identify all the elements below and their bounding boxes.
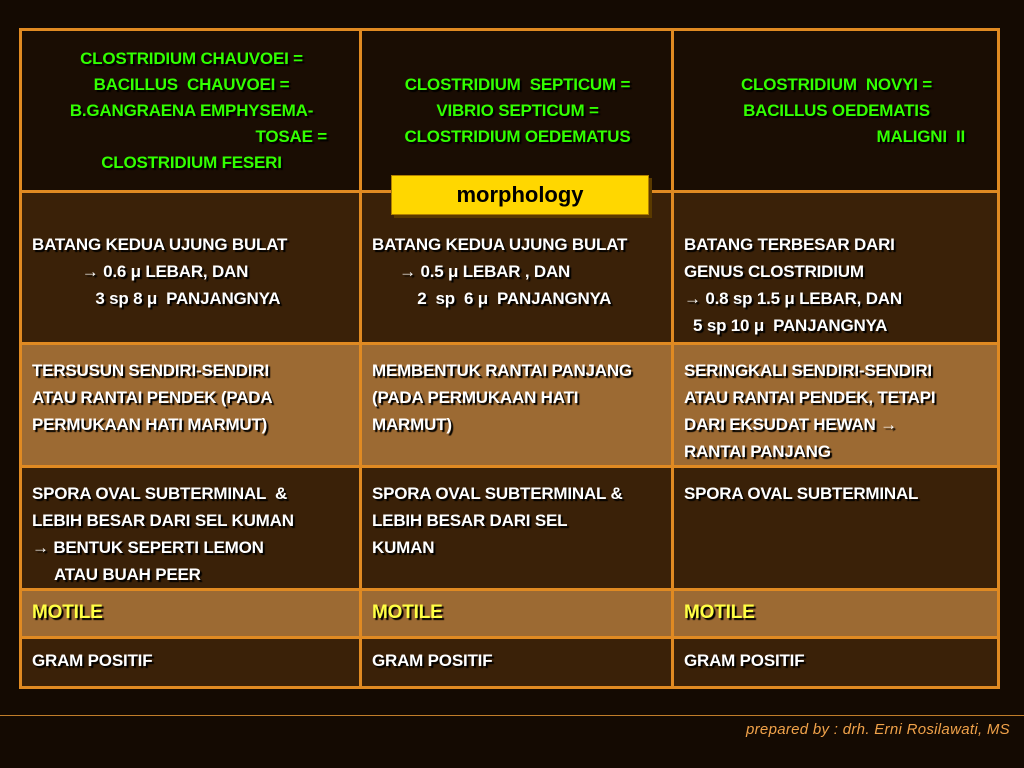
morphology-label: morphology xyxy=(391,175,649,215)
table-cell xyxy=(673,638,999,688)
cell-line: SPORA OVAL SUBTERMINAL & xyxy=(372,484,623,503)
table-cell xyxy=(673,590,999,638)
cell-line: ATAU RANTAI PENDEK (PADA xyxy=(32,388,273,407)
table-cell xyxy=(673,467,999,590)
cell-line: PERMUKAAN HATI MARMUT) xyxy=(32,415,268,434)
table-cell xyxy=(21,590,361,638)
table-cell xyxy=(21,192,361,344)
cell-line: SPORA OVAL SUBTERMINAL xyxy=(684,484,919,503)
cell-line: GENUS CLOSTRIDIUM xyxy=(684,262,864,281)
table-cell xyxy=(361,590,673,638)
arrangement-row xyxy=(21,344,999,467)
species-header-row xyxy=(21,30,999,192)
header-line: CLOSTRIDIUM OEDEMATUS xyxy=(404,126,631,146)
cell-line: SERINGKALI SENDIRI-SENDIRI xyxy=(684,361,932,380)
cell-line: 2 sp 6 μ PANJANGNYA xyxy=(372,289,612,308)
cell-line: TERSUSUN SENDIRI-SENDIRI xyxy=(32,361,270,380)
cell-line: ATAU BUAH PEER xyxy=(32,565,201,584)
header-line: CLOSTRIDIUM NOVYI = xyxy=(740,74,933,94)
footer-credit: prepared by : drh. Erni Rosilawati, MS xyxy=(745,721,1010,738)
cell-line: 5 sp 10 μ PANJANGNYA xyxy=(684,316,888,335)
bacteria-comparison-table xyxy=(19,28,1000,689)
cell-line: MOTILE xyxy=(684,602,755,623)
cell-line: DARI EKSUDAT HEWAN → xyxy=(684,415,897,434)
cell-line: MOTILE xyxy=(372,602,443,623)
header-line: B.GANGRAENA EMPHYSEMA- xyxy=(69,100,314,120)
cell-line: → 0.6 μ LEBAR, DAN xyxy=(32,262,249,281)
cell-line: BATANG KEDUA UJUNG BULAT xyxy=(372,235,628,254)
cell-line: (PADA PERMUKAAN HATI xyxy=(372,388,579,407)
cell-line: MARMUT) xyxy=(372,415,452,434)
header-line: CLOSTRIDIUM FESERI xyxy=(101,152,282,172)
cell-line: MOTILE xyxy=(32,602,103,623)
cell-line: SPORA OVAL SUBTERMINAL & xyxy=(32,484,288,503)
cell-line: BATANG TERBESAR DARI xyxy=(684,235,895,254)
header-cell-chauvoei xyxy=(21,30,361,192)
header-line: VIBRIO SEPTICUM = xyxy=(436,100,599,120)
table-cell xyxy=(361,344,673,467)
cell-line: MEMBENTUK RANTAI PANJANG xyxy=(372,361,632,380)
table-cell xyxy=(361,467,673,590)
header-cell-septicum xyxy=(361,30,673,192)
cell-line: KUMAN xyxy=(372,538,435,557)
header-line: BACILLUS OEDEMATIS xyxy=(743,100,930,120)
header-line: TOSAE = xyxy=(255,126,327,146)
cell-line: GRAM POSITIF xyxy=(32,651,153,670)
cell-line: GRAM POSITIF xyxy=(684,651,805,670)
cell-line: GRAM POSITIF xyxy=(372,651,493,670)
cell-line: → 0.5 μ LEBAR , DAN xyxy=(372,262,571,281)
header-line: BACILLUS CHAUVOEI = xyxy=(93,74,290,94)
header-line: CLOSTRIDIUM CHAUVOEI = xyxy=(80,48,303,68)
cell-line: ATAU RANTAI PENDEK, TETAPI xyxy=(684,388,936,407)
table-cell xyxy=(21,467,361,590)
table-cell xyxy=(21,638,361,688)
gram-stain-row xyxy=(21,638,999,688)
header-line: MALIGNI II xyxy=(876,126,965,146)
motility-row xyxy=(21,590,999,638)
cell-line: RANTAI PANJANG xyxy=(684,442,831,461)
table-cell xyxy=(673,344,999,467)
cell-line: LEBIH BESAR DARI SEL KUMAN xyxy=(32,511,294,530)
header-line: CLOSTRIDIUM SEPTICUM = xyxy=(404,74,631,94)
spore-row xyxy=(21,467,999,590)
cell-line: → 0.8 sp 1.5 μ LEBAR, DAN xyxy=(684,289,902,308)
cell-line: LEBIH BESAR DARI SEL xyxy=(372,511,568,530)
header-cell-novyi xyxy=(673,30,999,192)
cell-line: → BENTUK SEPERTI LEMON xyxy=(32,538,264,557)
table-cell xyxy=(361,638,673,688)
table-cell xyxy=(673,192,999,344)
footer-divider xyxy=(0,715,1024,716)
cell-line: BATANG KEDUA UJUNG BULAT xyxy=(32,235,288,254)
table-cell xyxy=(21,344,361,467)
cell-line: 3 sp 8 μ PANJANGNYA xyxy=(32,289,281,308)
